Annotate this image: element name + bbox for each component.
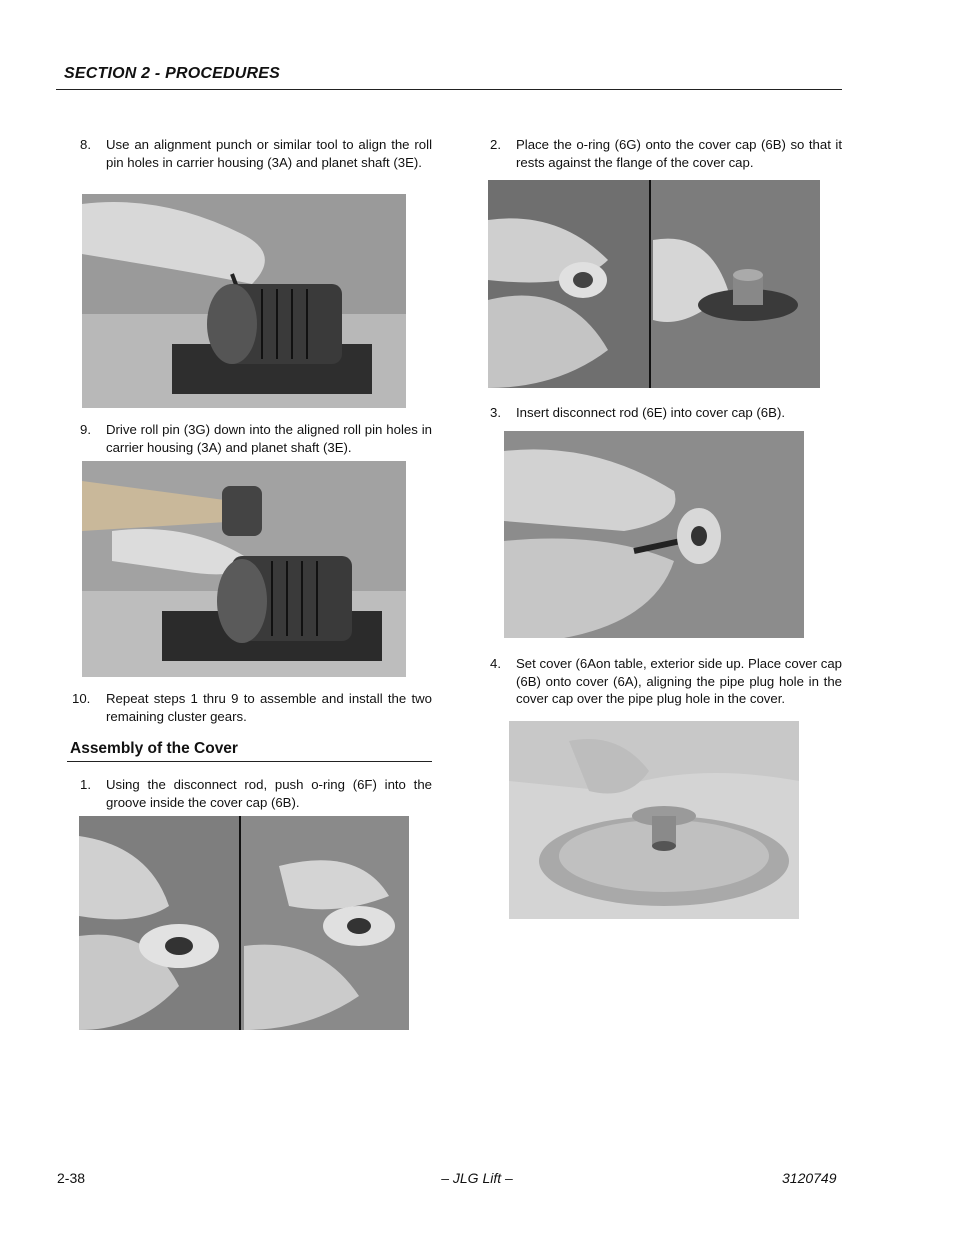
step-text: Using the disconnect rod, push o-ring (6F) into the groove inside the cover cap (6B). xyxy=(106,777,432,810)
photo-insert-disconnect-rod xyxy=(504,431,804,638)
step-number: 8. xyxy=(80,137,91,152)
step-number: 2. xyxy=(490,137,501,152)
step-text: Drive roll pin (3G) down into the aligned roll pin holes in carrier housing (3A) and planet shaft (3E). xyxy=(106,422,432,455)
photo-push-o-ring xyxy=(79,816,409,1030)
step-text: Repeat steps 1 thru 9 to assemble and install the two remaining cluster gears. xyxy=(106,691,432,724)
step-text: Use an alignment punch or similar tool to align the roll pin holes in carrier housing (3A) and planet shaft (3E). xyxy=(106,137,432,170)
step-text: Place the o-ring (6G) onto the cover cap (6B) so that it rests against the flange of the cover cap. xyxy=(516,137,842,170)
photo-place-o-ring xyxy=(488,180,820,388)
step-text: Insert disconnect rod (6E) into cover cap (6B). xyxy=(516,405,785,420)
step-10 xyxy=(72,690,432,725)
step-number: 10. xyxy=(72,691,91,706)
photo-drive-roll-pin xyxy=(82,461,406,677)
cover-step-3 xyxy=(490,404,842,422)
photo-set-cover xyxy=(509,721,799,919)
step-9 xyxy=(80,421,432,456)
cover-step-1 xyxy=(80,776,432,811)
cover-step-4 xyxy=(490,655,842,708)
section-heading: Assembly of the Cover xyxy=(70,740,238,757)
heading-rule xyxy=(67,761,432,762)
step-number: 1. xyxy=(80,777,91,792)
step-8 xyxy=(80,136,432,171)
step-number: 9. xyxy=(80,422,91,437)
step-text: Set cover (6Aon table, exterior side up. Place cover cap (6B) onto cover (6A), aligning the pipe plug hole in the cover cap over the pipe plug hole in the cover. xyxy=(516,656,842,707)
step-number: 3. xyxy=(490,405,501,420)
cover-step-2 xyxy=(490,136,842,171)
photo-alignment-punch xyxy=(82,194,406,408)
document-number: 3120749 xyxy=(782,1170,837,1186)
header-rule xyxy=(56,89,842,90)
footer-brand: – JLG Lift – xyxy=(441,1170,513,1186)
page-number: 2-38 xyxy=(57,1170,86,1186)
step-number: 4. xyxy=(490,656,501,671)
section-title: SECTION 2 - PROCEDURES xyxy=(64,65,280,82)
